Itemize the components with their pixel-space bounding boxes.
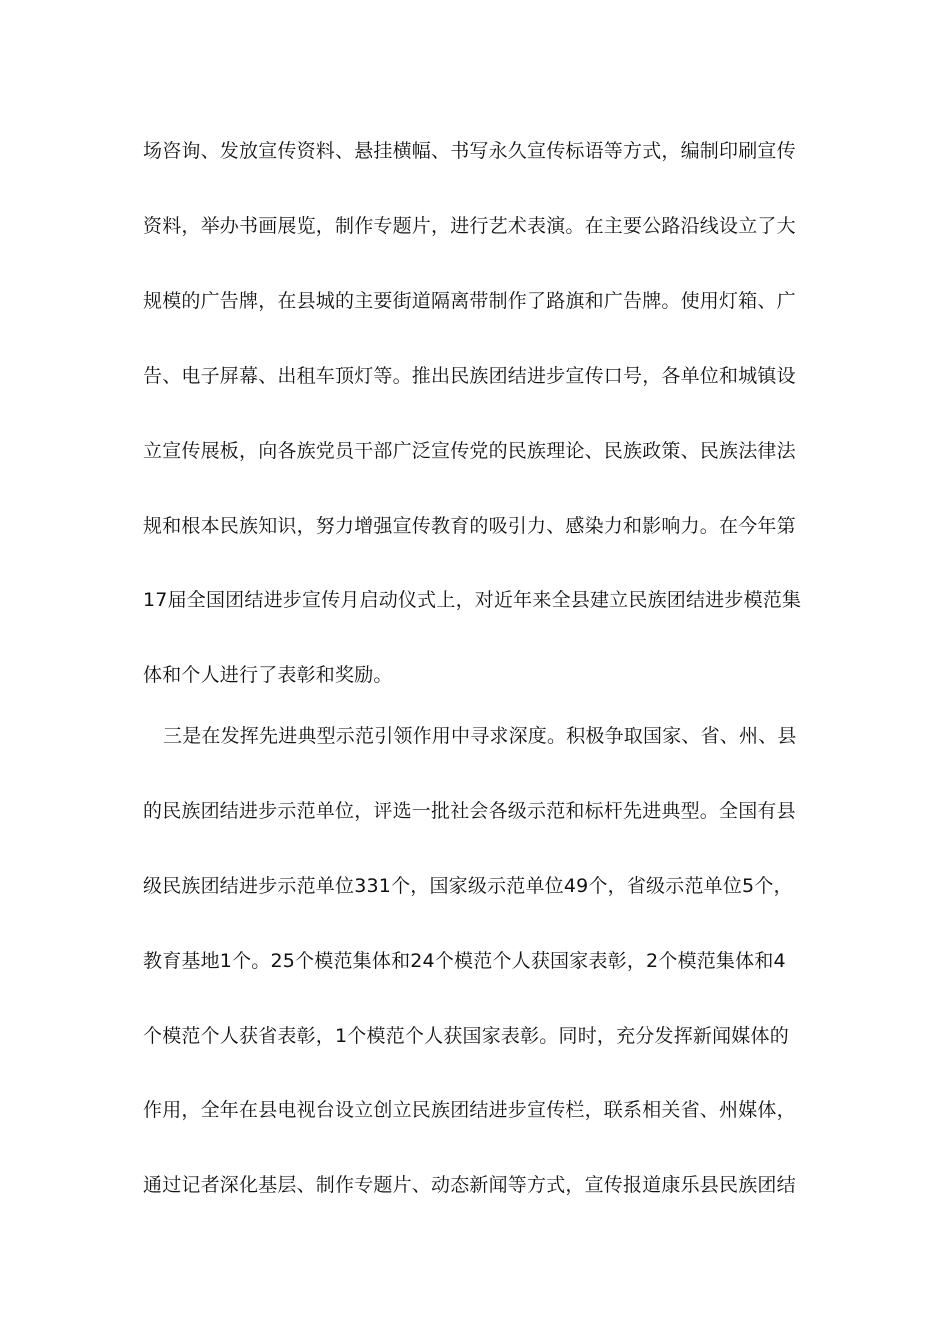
text-line: 17届全国团结进步宣传月启动仪式上，对近年来全县建立民族团结进步模范集 xyxy=(143,589,802,611)
text-line: 场咨询、发放宣传资料、悬挂横幅、书写永久宣传标语等方式，编制印刷宣传 xyxy=(143,140,796,162)
text-line: 规模的广告牌，在县城的主要街道隔离带制作了路旗和广告牌。使用灯箱、广 xyxy=(143,290,796,312)
text-line: 教育基地1个。25个模范集体和24个模范个人获国家表彰，2个模范集体和4 xyxy=(143,950,786,972)
text-line: 规和根本民族知识，努力增强宣传教育的吸引力、感染力和影响力。在今年第 xyxy=(143,515,796,537)
text-line: 体和个人进行了表彰和奖励。 xyxy=(143,664,393,686)
text-line: 立宣传展板，向各族党员干部广泛宣传党的民族理论、民族政策、民族法律法 xyxy=(143,440,796,462)
text-line: 个模范个人获省表彰，1个模范个人获国家表彰。同时，充分发挥新闻媒体的 xyxy=(143,1025,789,1047)
text-line: 作用，全年在县电视台设立创立民族团结进步宣传栏，联系相关省、州媒体， xyxy=(143,1099,796,1121)
text-line: 告、电子屏幕、出租车顶灯等。推出民族团结进步宣传口号，各单位和城镇设 xyxy=(143,365,796,387)
text-line: 通过记者深化基层、制作专题片、动态新闻等方式，宣传报道康乐县民族团结 xyxy=(143,1174,796,1196)
text-line: 的民族团结进步示范单位，评选一批社会各级示范和标杆先进典型。全国有县 xyxy=(143,800,796,822)
paragraph-first-line: 三是在发挥先进典型示范引领作用中寻求深度。积极争取国家、省、州、县 xyxy=(163,725,797,747)
text-line: 资料，举办书画展览，制作专题片，进行艺术表演。在主要公路沿线设立了大 xyxy=(143,215,796,237)
text-line: 级民族团结进步示范单位331个，国家级示范单位49个，省级示范单位5个， xyxy=(143,875,793,897)
